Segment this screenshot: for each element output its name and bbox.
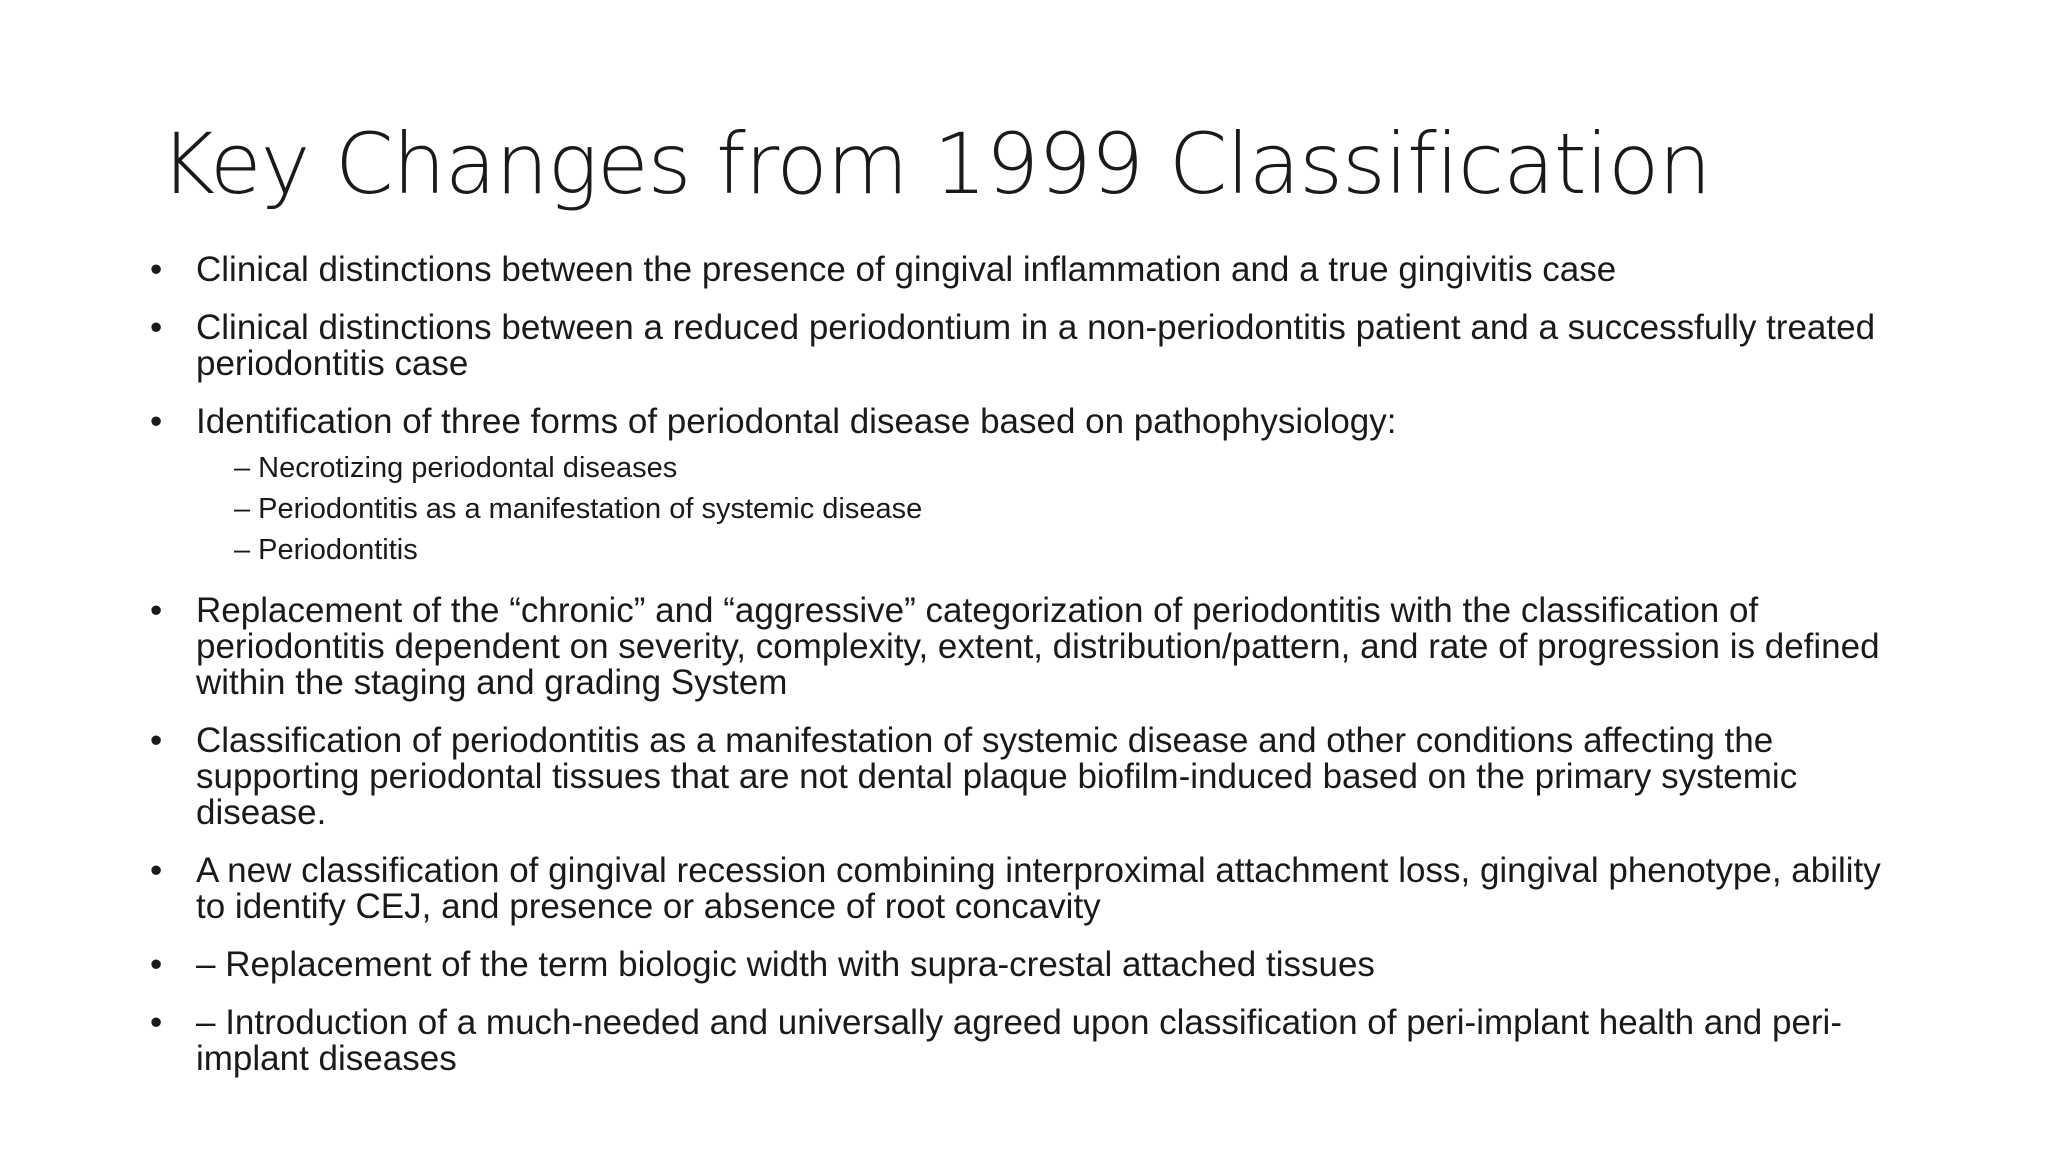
bullet-text: – Replacement of the term biologic width with supra-crestal attached tissues bbox=[196, 945, 1375, 984]
bullet-item bbox=[150, 252, 1910, 288]
sub-bullet-text: Periodontitis as a manifestation of systemic disease bbox=[258, 493, 923, 525]
bullet-text: Clinical distinctions between the presence of gingival inflammation and a true gingivitis case bbox=[196, 250, 1617, 289]
sub-bullet-dash: – bbox=[234, 534, 251, 566]
bullet-item bbox=[150, 853, 1910, 925]
sub-bullet-item bbox=[234, 489, 1910, 530]
sub-bullet-text: Necrotizing periodontal diseases bbox=[258, 452, 678, 484]
bullet-list bbox=[150, 252, 1910, 1099]
bullet-text: Clinical distinctions between a reduced periodontium in a non-periodontitis patient and a successfully treated periodontitis case bbox=[196, 308, 1876, 383]
sub-bullet-dash: – bbox=[234, 493, 251, 525]
sub-bullet-list bbox=[196, 448, 1910, 571]
bullet-item bbox=[150, 593, 1910, 701]
bullet-item bbox=[150, 404, 1910, 571]
bullet-item bbox=[150, 947, 1910, 983]
sub-bullet-item bbox=[234, 448, 1910, 489]
bullet-text: – Introduction of a much-needed and universally agreed upon classification of peri-implant health and peri-implant diseases bbox=[196, 1003, 1842, 1078]
bullet-text: Identification of three forms of periodontal disease based on pathophysiology: bbox=[196, 402, 1397, 441]
bullet-item bbox=[150, 1005, 1910, 1077]
sub-bullet-dash: – bbox=[234, 452, 251, 484]
sub-bullet-text: Periodontitis bbox=[258, 534, 418, 566]
bullet-text: Replacement of the “chronic” and “aggressive” categorization of periodontitis with the classification of periodontitis dependent on severity, complexity, extent, distribution/pattern, and rate of progression is defined within the staging and grading System bbox=[196, 591, 1880, 702]
bullet-item bbox=[150, 723, 1910, 831]
bullet-text: Classification of periodontitis as a manifestation of systemic disease and other conditions affecting the supporting periodontal tissues that are not dental plaque biofilm-induced based on the primary systemic disease. bbox=[196, 721, 1798, 832]
slide-title: Key Changes from 1999 Classification bbox=[160, 115, 1711, 213]
bullet-item bbox=[150, 310, 1910, 382]
bullet-text: A new classification of gingival recession combining interproximal attachment loss, gingival phenotype, ability to identify CEJ, and presence or absence of root concavity bbox=[196, 851, 1881, 926]
sub-bullet-item bbox=[234, 530, 1910, 571]
